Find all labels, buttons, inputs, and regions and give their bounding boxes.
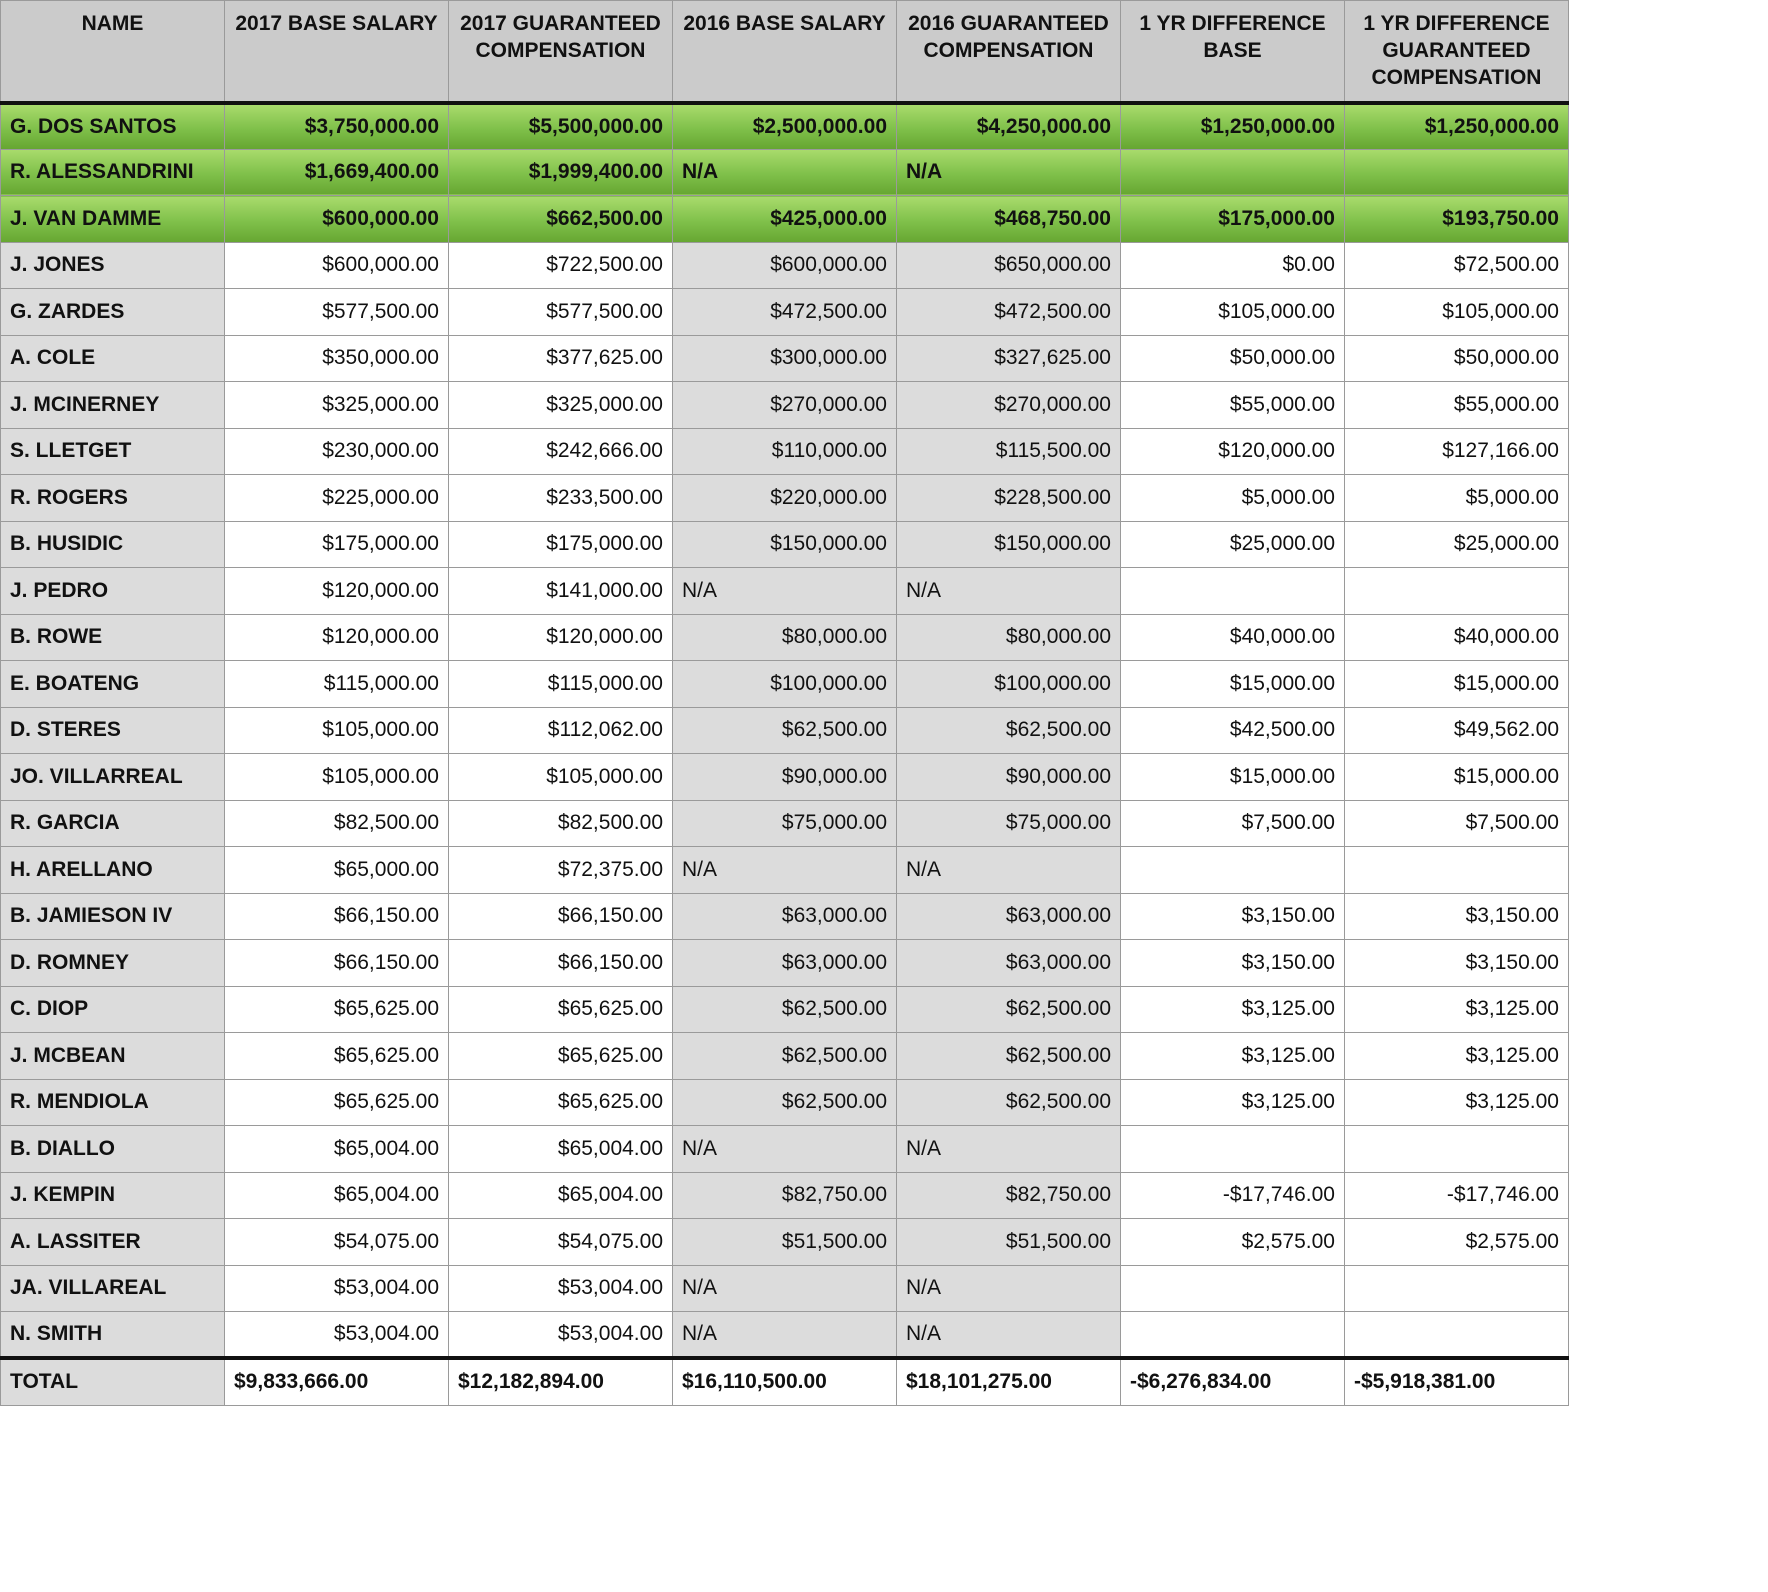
- cell-diff-base: [1121, 847, 1345, 894]
- cell-2016-base: $425,000.00: [673, 196, 897, 243]
- cell-diff-base: [1121, 1126, 1345, 1173]
- cell-2016-base: $63,000.00: [673, 893, 897, 940]
- cell-2016-guaranteed: $75,000.00: [897, 800, 1121, 847]
- cell-diff-guaranteed: $193,750.00: [1345, 196, 1569, 243]
- table-row: [1, 1033, 1569, 1080]
- cell-diff-guaranteed: [1345, 1312, 1569, 1359]
- cell-2016-base: $110,000.00: [673, 428, 897, 475]
- cell-name: JO. VILLARREAL: [1, 754, 225, 801]
- cell-2017-guaranteed: $577,500.00: [449, 289, 673, 336]
- cell-diff-base: $3,125.00: [1121, 986, 1345, 1033]
- table-row: [1, 568, 1569, 615]
- table-row: [1, 1219, 1569, 1266]
- cell-diff-base: $3,125.00: [1121, 1079, 1345, 1126]
- cell-diff-base: $3,150.00: [1121, 940, 1345, 987]
- cell-2017-guaranteed: $65,004.00: [449, 1172, 673, 1219]
- cell-diff-guaranteed: $105,000.00: [1345, 289, 1569, 336]
- cell-2017-base: $3,750,000.00: [225, 103, 449, 150]
- total-2017-guaranteed: $12,182,894.00: [449, 1358, 673, 1405]
- cell-2017-guaranteed: $1,999,400.00: [449, 149, 673, 196]
- cell-2017-base: $66,150.00: [225, 940, 449, 987]
- table-row: [1, 847, 1569, 894]
- cell-diff-base: $15,000.00: [1121, 661, 1345, 708]
- cell-2016-guaranteed: $62,500.00: [897, 1079, 1121, 1126]
- total-2016-guaranteed: $18,101,275.00: [897, 1358, 1121, 1405]
- cell-2016-guaranteed: $228,500.00: [897, 475, 1121, 522]
- cell-2017-base: $350,000.00: [225, 335, 449, 382]
- cell-2017-base: $325,000.00: [225, 382, 449, 429]
- cell-diff-guaranteed: $3,125.00: [1345, 1079, 1569, 1126]
- cell-2017-guaranteed: $325,000.00: [449, 382, 673, 429]
- cell-2017-base: $225,000.00: [225, 475, 449, 522]
- cell-2016-base: N/A: [673, 847, 897, 894]
- table-row: [1, 986, 1569, 1033]
- cell-2017-base: $53,004.00: [225, 1265, 449, 1312]
- cell-diff-base: [1121, 149, 1345, 196]
- cell-2017-guaranteed: $120,000.00: [449, 614, 673, 661]
- table-body: [1, 103, 1569, 1359]
- cell-2016-base: $220,000.00: [673, 475, 897, 522]
- cell-2016-guaranteed: $472,500.00: [897, 289, 1121, 336]
- cell-diff-guaranteed: -$17,746.00: [1345, 1172, 1569, 1219]
- cell-name: B. HUSIDIC: [1, 521, 225, 568]
- total-2016-base: $16,110,500.00: [673, 1358, 897, 1405]
- cell-2016-guaranteed: $150,000.00: [897, 521, 1121, 568]
- cell-name: B. ROWE: [1, 614, 225, 661]
- cell-2017-base: $600,000.00: [225, 242, 449, 289]
- cell-name: J. KEMPIN: [1, 1172, 225, 1219]
- cell-2017-guaranteed: $65,625.00: [449, 1033, 673, 1080]
- cell-name: D. ROMNEY: [1, 940, 225, 987]
- cell-2016-guaranteed: $4,250,000.00: [897, 103, 1121, 150]
- cell-2016-guaranteed: N/A: [897, 1265, 1121, 1312]
- table-row: [1, 428, 1569, 475]
- cell-2017-guaranteed: $5,500,000.00: [449, 103, 673, 150]
- cell-2017-guaranteed: $65,625.00: [449, 986, 673, 1033]
- cell-2016-base: $82,750.00: [673, 1172, 897, 1219]
- cell-diff-base: $55,000.00: [1121, 382, 1345, 429]
- cell-2016-guaranteed: $115,500.00: [897, 428, 1121, 475]
- cell-2017-base: $65,625.00: [225, 1079, 449, 1126]
- cell-diff-guaranteed: $49,562.00: [1345, 707, 1569, 754]
- cell-name: J. PEDRO: [1, 568, 225, 615]
- table-row: [1, 103, 1569, 150]
- cell-2016-guaranteed: $51,500.00: [897, 1219, 1121, 1266]
- table-row: [1, 1126, 1569, 1173]
- cell-2017-guaranteed: $66,150.00: [449, 893, 673, 940]
- cell-2016-base: N/A: [673, 1126, 897, 1173]
- cell-diff-base: $25,000.00: [1121, 521, 1345, 568]
- cell-2016-base: $62,500.00: [673, 986, 897, 1033]
- col-header-2016-base: 2016 BASE SALARY: [673, 1, 897, 103]
- cell-2017-guaranteed: $82,500.00: [449, 800, 673, 847]
- cell-2017-guaranteed: $66,150.00: [449, 940, 673, 987]
- cell-diff-guaranteed: $3,150.00: [1345, 940, 1569, 987]
- table-row: [1, 335, 1569, 382]
- cell-diff-base: [1121, 1312, 1345, 1359]
- cell-name: D. STERES: [1, 707, 225, 754]
- cell-2017-base: $577,500.00: [225, 289, 449, 336]
- cell-2017-guaranteed: $105,000.00: [449, 754, 673, 801]
- cell-diff-base: $175,000.00: [1121, 196, 1345, 243]
- table-row: [1, 707, 1569, 754]
- cell-2017-base: $230,000.00: [225, 428, 449, 475]
- cell-diff-base: $3,125.00: [1121, 1033, 1345, 1080]
- cell-2016-base: $80,000.00: [673, 614, 897, 661]
- cell-2016-base: $90,000.00: [673, 754, 897, 801]
- cell-2016-guaranteed: $63,000.00: [897, 893, 1121, 940]
- cell-2017-base: $600,000.00: [225, 196, 449, 243]
- total-2017-base: $9,833,666.00: [225, 1358, 449, 1405]
- cell-2016-base: $62,500.00: [673, 1033, 897, 1080]
- cell-name: G. DOS SANTOS: [1, 103, 225, 150]
- cell-2017-guaranteed: $242,666.00: [449, 428, 673, 475]
- cell-2016-guaranteed: $270,000.00: [897, 382, 1121, 429]
- cell-2017-guaranteed: $72,375.00: [449, 847, 673, 894]
- col-header-2016-guaranteed: 2016 GUARANTEED COMPENSATION: [897, 1, 1121, 103]
- cell-2017-base: $1,669,400.00: [225, 149, 449, 196]
- cell-2017-guaranteed: $115,000.00: [449, 661, 673, 708]
- cell-name: JA. VILLAREAL: [1, 1265, 225, 1312]
- cell-2016-guaranteed: $62,500.00: [897, 707, 1121, 754]
- cell-2017-base: $66,150.00: [225, 893, 449, 940]
- cell-2017-base: $65,625.00: [225, 1033, 449, 1080]
- cell-2017-guaranteed: $141,000.00: [449, 568, 673, 615]
- cell-name: R. GARCIA: [1, 800, 225, 847]
- total-diff-guaranteed: -$5,918,381.00: [1345, 1358, 1569, 1405]
- cell-diff-guaranteed: $3,150.00: [1345, 893, 1569, 940]
- cell-diff-guaranteed: [1345, 1126, 1569, 1173]
- cell-diff-guaranteed: [1345, 847, 1569, 894]
- cell-2016-base: $75,000.00: [673, 800, 897, 847]
- cell-2017-guaranteed: $175,000.00: [449, 521, 673, 568]
- cell-2017-guaranteed: $65,625.00: [449, 1079, 673, 1126]
- cell-diff-guaranteed: $1,250,000.00: [1345, 103, 1569, 150]
- cell-2017-base: $53,004.00: [225, 1312, 449, 1359]
- cell-2016-guaranteed: $90,000.00: [897, 754, 1121, 801]
- cell-2016-guaranteed: $327,625.00: [897, 335, 1121, 382]
- cell-2017-base: $175,000.00: [225, 521, 449, 568]
- cell-diff-base: $0.00: [1121, 242, 1345, 289]
- cell-diff-base: -$17,746.00: [1121, 1172, 1345, 1219]
- cell-diff-base: $2,575.00: [1121, 1219, 1345, 1266]
- cell-2016-base: $100,000.00: [673, 661, 897, 708]
- cell-2016-guaranteed: $63,000.00: [897, 940, 1121, 987]
- cell-2016-guaranteed: $80,000.00: [897, 614, 1121, 661]
- cell-diff-guaranteed: $50,000.00: [1345, 335, 1569, 382]
- table-row: [1, 940, 1569, 987]
- cell-diff-base: [1121, 568, 1345, 615]
- table-row: [1, 614, 1569, 661]
- cell-2016-base: $2,500,000.00: [673, 103, 897, 150]
- cell-2016-guaranteed: $468,750.00: [897, 196, 1121, 243]
- table-row: [1, 149, 1569, 196]
- cell-2017-base: $120,000.00: [225, 568, 449, 615]
- table-row: [1, 1172, 1569, 1219]
- cell-2017-base: $120,000.00: [225, 614, 449, 661]
- cell-name: G. ZARDES: [1, 289, 225, 336]
- cell-name: B. JAMIESON IV: [1, 893, 225, 940]
- cell-2016-base: N/A: [673, 568, 897, 615]
- cell-2016-base: $62,500.00: [673, 707, 897, 754]
- cell-2017-guaranteed: $53,004.00: [449, 1265, 673, 1312]
- table-row: [1, 661, 1569, 708]
- cell-2017-base: $65,004.00: [225, 1126, 449, 1173]
- cell-2017-guaranteed: $65,004.00: [449, 1126, 673, 1173]
- cell-2017-base: $65,000.00: [225, 847, 449, 894]
- total-label: TOTAL: [1, 1358, 225, 1405]
- cell-2016-guaranteed: $82,750.00: [897, 1172, 1121, 1219]
- cell-diff-guaranteed: [1345, 149, 1569, 196]
- cell-name: R. ROGERS: [1, 475, 225, 522]
- cell-name: A. LASSITER: [1, 1219, 225, 1266]
- col-header-name: NAME: [1, 1, 225, 103]
- table-row: [1, 1265, 1569, 1312]
- table-row: [1, 521, 1569, 568]
- table-row: [1, 382, 1569, 429]
- cell-2016-base: N/A: [673, 1312, 897, 1359]
- cell-2017-guaranteed: $54,075.00: [449, 1219, 673, 1266]
- table-row: [1, 893, 1569, 940]
- cell-diff-guaranteed: $3,125.00: [1345, 1033, 1569, 1080]
- cell-diff-guaranteed: $55,000.00: [1345, 382, 1569, 429]
- cell-diff-guaranteed: $2,575.00: [1345, 1219, 1569, 1266]
- cell-2017-guaranteed: $233,500.00: [449, 475, 673, 522]
- cell-2017-base: $105,000.00: [225, 754, 449, 801]
- cell-diff-base: [1121, 1265, 1345, 1312]
- cell-2016-base: $270,000.00: [673, 382, 897, 429]
- col-header-diff-guaranteed: 1 YR DIFFERENCE GUARANTEED COMPENSATION: [1345, 1, 1569, 103]
- cell-2016-guaranteed: N/A: [897, 568, 1121, 615]
- cell-diff-base: $5,000.00: [1121, 475, 1345, 522]
- cell-name: R. ALESSANDRINI: [1, 149, 225, 196]
- total-row: [1, 1358, 1569, 1405]
- cell-2017-base: $65,625.00: [225, 986, 449, 1033]
- cell-2016-base: N/A: [673, 1265, 897, 1312]
- cell-name: J. MCINERNEY: [1, 382, 225, 429]
- col-header-2017-base: 2017 BASE SALARY: [225, 1, 449, 103]
- cell-2016-base: $51,500.00: [673, 1219, 897, 1266]
- cell-2016-base: $150,000.00: [673, 521, 897, 568]
- cell-2017-base: $105,000.00: [225, 707, 449, 754]
- cell-diff-base: $120,000.00: [1121, 428, 1345, 475]
- cell-diff-guaranteed: $72,500.00: [1345, 242, 1569, 289]
- cell-name: R. MENDIOLA: [1, 1079, 225, 1126]
- cell-name: E. BOATENG: [1, 661, 225, 708]
- cell-2016-guaranteed: N/A: [897, 1312, 1121, 1359]
- cell-name: J. VAN DAMME: [1, 196, 225, 243]
- cell-name: C. DIOP: [1, 986, 225, 1033]
- cell-name: S. LLETGET: [1, 428, 225, 475]
- cell-2017-guaranteed: $377,625.00: [449, 335, 673, 382]
- cell-2016-guaranteed: $650,000.00: [897, 242, 1121, 289]
- cell-diff-guaranteed: [1345, 1265, 1569, 1312]
- cell-diff-guaranteed: $15,000.00: [1345, 661, 1569, 708]
- cell-2017-guaranteed: $112,062.00: [449, 707, 673, 754]
- cell-2016-base: $300,000.00: [673, 335, 897, 382]
- cell-2016-base: $63,000.00: [673, 940, 897, 987]
- table-row: [1, 1312, 1569, 1359]
- cell-diff-base: $42,500.00: [1121, 707, 1345, 754]
- table-row: [1, 754, 1569, 801]
- table-row: [1, 800, 1569, 847]
- col-header-2017-guaranteed: 2017 GUARANTEED COMPENSATION: [449, 1, 673, 103]
- cell-name: J. MCBEAN: [1, 1033, 225, 1080]
- cell-2017-guaranteed: $53,004.00: [449, 1312, 673, 1359]
- header-row: [1, 1, 1569, 103]
- cell-2017-base: $115,000.00: [225, 661, 449, 708]
- table-row: [1, 196, 1569, 243]
- cell-2016-guaranteed: $100,000.00: [897, 661, 1121, 708]
- cell-2017-guaranteed: $722,500.00: [449, 242, 673, 289]
- cell-2017-base: $54,075.00: [225, 1219, 449, 1266]
- cell-diff-guaranteed: $25,000.00: [1345, 521, 1569, 568]
- cell-name: H. ARELLANO: [1, 847, 225, 894]
- cell-2016-base: $62,500.00: [673, 1079, 897, 1126]
- cell-diff-guaranteed: $7,500.00: [1345, 800, 1569, 847]
- cell-2016-base: $472,500.00: [673, 289, 897, 336]
- cell-diff-base: $105,000.00: [1121, 289, 1345, 336]
- table-row: [1, 289, 1569, 336]
- table-row: [1, 1079, 1569, 1126]
- cell-diff-guaranteed: $15,000.00: [1345, 754, 1569, 801]
- cell-2017-guaranteed: $662,500.00: [449, 196, 673, 243]
- cell-2016-base: $600,000.00: [673, 242, 897, 289]
- cell-diff-base: $7,500.00: [1121, 800, 1345, 847]
- cell-diff-base: $40,000.00: [1121, 614, 1345, 661]
- cell-diff-base: $15,000.00: [1121, 754, 1345, 801]
- cell-diff-guaranteed: $5,000.00: [1345, 475, 1569, 522]
- cell-diff-guaranteed: $3,125.00: [1345, 986, 1569, 1033]
- cell-diff-base: $1,250,000.00: [1121, 103, 1345, 150]
- cell-2016-base: N/A: [673, 149, 897, 196]
- cell-name: B. DIALLO: [1, 1126, 225, 1173]
- cell-diff-base: $3,150.00: [1121, 893, 1345, 940]
- cell-2016-guaranteed: N/A: [897, 847, 1121, 894]
- cell-2016-guaranteed: $62,500.00: [897, 1033, 1121, 1080]
- col-header-diff-base: 1 YR DIFFERENCE BASE: [1121, 1, 1345, 103]
- cell-2016-guaranteed: N/A: [897, 1126, 1121, 1173]
- cell-diff-guaranteed: $127,166.00: [1345, 428, 1569, 475]
- cell-2017-base: $65,004.00: [225, 1172, 449, 1219]
- table-row: [1, 475, 1569, 522]
- cell-name: J. JONES: [1, 242, 225, 289]
- table-row: [1, 242, 1569, 289]
- cell-name: N. SMITH: [1, 1312, 225, 1359]
- cell-diff-guaranteed: $40,000.00: [1345, 614, 1569, 661]
- cell-diff-base: $50,000.00: [1121, 335, 1345, 382]
- cell-2016-guaranteed: N/A: [897, 149, 1121, 196]
- cell-2016-guaranteed: $62,500.00: [897, 986, 1121, 1033]
- cell-name: A. COLE: [1, 335, 225, 382]
- total-diff-base: -$6,276,834.00: [1121, 1358, 1345, 1405]
- cell-2017-base: $82,500.00: [225, 800, 449, 847]
- cell-diff-guaranteed: [1345, 568, 1569, 615]
